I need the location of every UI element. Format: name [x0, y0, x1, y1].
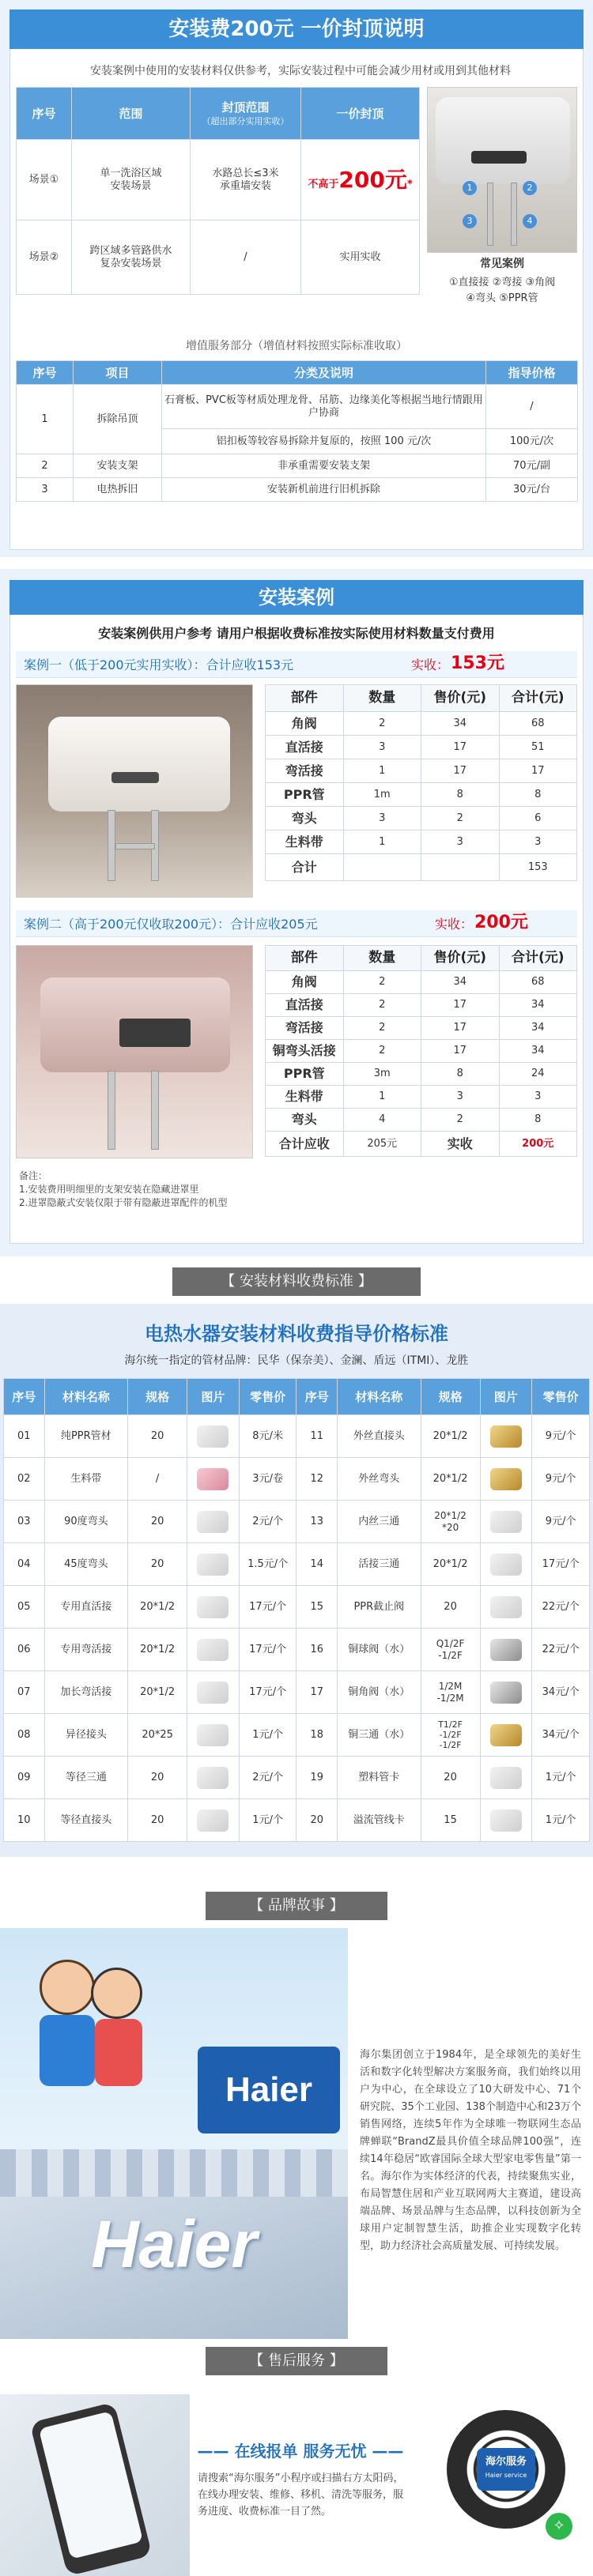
table-row: 03 90度弯头 20 2元/个 13 内丝三通 20*1/2 *20 9元/个	[4, 1501, 590, 1543]
material-fee-section	[0, 1256, 593, 1889]
th-no: 序号	[17, 88, 72, 140]
table-row: 1 拆除吊顶 石膏板、PVC板等材质处理龙骨、吊筋、边缘美化等根据当地行情跟用户协商 /	[17, 385, 578, 429]
cases-list: ①直接接 ②弯接 ③角阀 ④弯头 ⑤PPR管	[448, 277, 556, 304]
brand-story-section	[0, 1889, 593, 2347]
material-image	[480, 1629, 532, 1671]
table-row: 04 45度弯头 20 1.5元/个 14 活接三通 20*1/2 17元/个	[4, 1543, 590, 1586]
table-row: 09 等径三通 20 2元/个 19 塑料管卡 20 1元/个	[4, 1757, 590, 1799]
table-row: 弯活接 1 17 17	[266, 759, 577, 783]
haier-logo: Haier	[225, 2070, 313, 2109]
table-row: 01 纯PPR管材 20 8元/米 11 外丝直接头 20*1/2 9元/个	[4, 1415, 590, 1458]
material-image	[480, 1586, 532, 1629]
material-image	[480, 1501, 532, 1543]
section-title-bar	[9, 9, 584, 49]
case1-title-bar: 案例一（低于200元实用实收）：合计应收153元 实收： 153元	[16, 651, 577, 678]
section-title-bar: 安装案例	[9, 580, 584, 615]
table-row	[17, 140, 420, 220]
material-image	[187, 1501, 240, 1543]
material-image	[480, 1543, 532, 1586]
notice-text: 安装案例中使用的安装材料仅供参考，实际安装过程中可能会减少用材或用到其他材料	[90, 65, 511, 77]
qr-sub: Haier service	[485, 2471, 527, 2479]
table-row: 06 专用弯活接 20*1/2 17元/个 16 铜球阀（水） Q1/2F -1/2F 22元/个	[4, 1629, 590, 1671]
mascot-image	[32, 1960, 150, 2118]
row-no: 场景②	[17, 220, 72, 295]
row-price: 实用实收	[301, 220, 420, 295]
table-row: 07 加长弯活接 20*1/2 17元/个 17 铜角阀（水） 1/2M -1/2M 34元/个	[4, 1671, 590, 1714]
material-image	[187, 1415, 240, 1458]
material-image	[480, 1714, 532, 1757]
install-fee-section	[0, 0, 593, 557]
phone-hand-image	[0, 2394, 190, 2576]
qr-title: 海尔服务	[485, 2456, 527, 2468]
material-image	[187, 1458, 240, 1501]
table-row: 铜弯头活接 2 17 34	[266, 1040, 577, 1063]
table-row: 角阀 2 34 68	[266, 712, 577, 736]
table-row	[17, 220, 420, 295]
table-row: 2 安装支架 非承重需要安装支架 70元/副	[17, 454, 578, 478]
row-price: 不高于200元*	[301, 140, 420, 220]
case2-table: 部件 数量 售价(元) 合计(元) 角阀 2 34 68 直活接 2 17 34 弯活接 2 17 34 铜弯头活接 2 17 34 PPR管 3m 8 24 生料带 1 3 3 弯头 4 2 8 合计应收 205元 实收 200元	[265, 945, 577, 1157]
case2-title-bar: 案例二（高于200元仅收取200元）：合计应收205元 实收： 200元	[16, 910, 577, 937]
material-image	[187, 1543, 240, 1586]
table-row: 08 异径接头 20*25 1元/个 18 铜三通（水） T1/2F -1/2F -1/2F 34元/个	[4, 1714, 590, 1757]
service-desc: 请搜索“海尔服务”小程序或扫描右方太阳码，在线办理安装、维修、移机、清洗等服务，服务进度、收费标准一目了然。	[198, 2472, 404, 2518]
table-row: 直活接 3 17 51	[266, 736, 577, 759]
common-case-photo: 1 2 3 4	[427, 87, 577, 253]
table-row: 生料带 1 3 3	[266, 1086, 577, 1109]
table-row: 弯头 4 2 8	[266, 1109, 577, 1132]
row-range: 跨区域多管路供水 复杂安装场景	[72, 220, 191, 295]
after-sales-section	[0, 2347, 593, 2576]
table-row: 02 生料带 / 3元/卷 12 外丝弯头 20*1/2 9元/个	[4, 1458, 590, 1501]
material-image	[480, 1458, 532, 1501]
table-row: 弯活接 2 17 34	[266, 1017, 577, 1040]
water-heater-image	[48, 717, 230, 812]
pricing-table	[16, 87, 419, 295]
th-range: 范围	[72, 88, 191, 140]
table-row: PPR管 3m 8 24	[266, 1063, 577, 1086]
material-subtitle: 海尔统一指定的管材品牌：民华（保奈美）、金澜、盾远（ITMI）、龙胜	[124, 1354, 469, 1367]
ribbon: 【 品牌故事 】	[206, 1892, 387, 1920]
service-headline: —— 在线报单 服务无忧 ——	[197, 2442, 404, 2461]
table-row: 10 等径直接头 20 1元/个 20 溢流管线卡 15 1元/个	[4, 1799, 590, 1842]
case1-photo	[16, 684, 253, 898]
qr-code[interactable]	[447, 2410, 565, 2529]
ribbon: 【 售后服务 】	[206, 2347, 387, 2375]
building-image: Haier	[0, 2149, 348, 2339]
total-row: 合计 153	[266, 854, 577, 881]
table-row: 直活接 2 17 34	[266, 994, 577, 1017]
total-row: 合计应收 205元 实收 200元	[266, 1132, 577, 1157]
row-cap: 水路总长≤3米 承重墙安装	[191, 140, 301, 220]
row-range: 单一洗浴区域 安装场景	[72, 140, 191, 220]
table-row: 05 专用直活接 20*1/2 17元/个 15 PPR截止阀 20 22元/个	[4, 1586, 590, 1629]
table-row: PPR管 1m 8 8	[266, 783, 577, 807]
material-image	[187, 1799, 240, 1842]
material-image	[187, 1586, 240, 1629]
notes: 备注： 1.安装费用明细里的支架安装在隐藏进罩里 2.进罩隐蔽式安装仅限于带有隐蔽进罩配件的机型	[19, 1170, 228, 1208]
material-table: 序号 材料名称 规格 图片 零售价 序号 材料名称 规格 图片 零售价 01 纯PPR管材 20 8元/米 11 外丝直接头 20*1/2 9元/个 02 生料带 / 3元/卷 12 外丝弯头 20*1/2 9元/个 03 90度弯头 20 2元/个 13 内丝三通 20*1/2 *20 9元/个 04 45度弯头 20 1.5元/个 14 活接三通 20*1/2 17元/个 05 专用直活接 20*1/2 17元/个 15 PPR截止阀 20 22元/个 06 专用弯活接 20*1/2 17元/个 16 铜球阀（水） Q1/2F -1/2F 22元/个 07 加长弯活接 20*1/2 17元/个 17 铜角阀（水） 1/2M -1/2M 34元/个 08 异径接头 20*25 1元/个 18 铜三通（水） T1/2F -1/2F -1/2F 34元/个 09 等径三通 20 2元/个 19 塑料管卡 20 1元/个 10 等径直接头 20 1元/个 20 溢流管线卡 15 1元/个	[3, 1378, 590, 1842]
mini-program-icon: ✧	[546, 2513, 572, 2540]
logo-card	[198, 2047, 340, 2133]
case1-table: 部件 数量 售价(元) 合计(元) 角阀 2 34 68 直活接 3 17 51 弯活接 1 17 17 PPR管 1m 8 8 弯头 3 2 6 生料带 1 3 3 合计 153	[265, 684, 577, 881]
material-image	[187, 1757, 240, 1799]
service-title: 增值服务部分（增值材料按照实际标准收取）	[186, 340, 407, 352]
material-image	[187, 1629, 240, 1671]
table-row: 铝扣板等较容易拆除并复原的，按照 100 元/次 100元/次	[17, 429, 578, 454]
material-title: 电热水器安装材料收费指导价格标准	[145, 1323, 448, 1345]
cases-title: 常见案例	[480, 258, 524, 270]
water-heater-image	[436, 97, 570, 184]
service-table: 序号 项目 分类及说明 指导价格 1 拆除吊顶 石膏板、PVC板等材质处理龙骨、吊筋、边缘美化等根据当地行情跟用户协商 / 铝扣板等较容易拆除并复原的，按照 100 元/次 100元/次 2 安装支架 非承重需要安装支架 70元/副 3 电热拆旧 安装新机前进行旧机拆除 30元/台	[16, 360, 577, 502]
notice-text: 安装案例供用户参考 请用户根据收费标准按实际使用材料数量支付费用	[98, 626, 495, 641]
material-image	[187, 1714, 240, 1757]
install-cases-section	[0, 569, 593, 1256]
table-row: 角阀 2 34 68	[266, 971, 577, 994]
section-title: 安装费200元 一价封顶说明	[168, 17, 425, 41]
table-row: 生料带 1 3 3	[266, 830, 577, 854]
table-row: 3 电热拆旧 安装新机前进行旧机拆除 30元/台	[17, 478, 578, 502]
material-image	[480, 1799, 532, 1842]
material-image	[480, 1415, 532, 1458]
brand-story-text: 海尔集团创立于1984年，是全球领先的美好生活和数字化转型解决方案服务商，我们始终以用户为中心，在全球设立了10大研发中心、71个研究院、35个工业园、138个制造中心和23万个销售网络，连续5年作为全球唯一物联网生态品牌蝉联“BrandZ最具价值全球品牌100强”，连续14年稳居“欧睿国际全球大型家电零售量”第一名。海尔作为实体经济的代表，持续聚焦实业，布局智慧住居和产业互联网两大主赛道，建设高端品牌、场景品牌与生态品牌，以科技创新为全球用户定制智慧生活，助推企业实现数字化转型，助力经济社会高质量发展、可持续发展。	[360, 2049, 581, 2252]
table-row: 弯头 3 2 6	[266, 807, 577, 830]
th-price: 一价封顶	[301, 88, 420, 140]
case2-photo	[16, 945, 253, 1158]
control-panel-image	[471, 151, 527, 164]
row-cap: /	[191, 220, 301, 295]
brand-visual	[0, 1928, 348, 2339]
material-image	[480, 1757, 532, 1799]
material-image	[480, 1671, 532, 1714]
th-cap: 封顶范围 （超出部分实用实收）	[191, 88, 301, 140]
ribbon: 【 安装材料收费标准 】	[172, 1267, 421, 1296]
row-no: 场景①	[17, 140, 72, 220]
material-image	[187, 1671, 240, 1714]
